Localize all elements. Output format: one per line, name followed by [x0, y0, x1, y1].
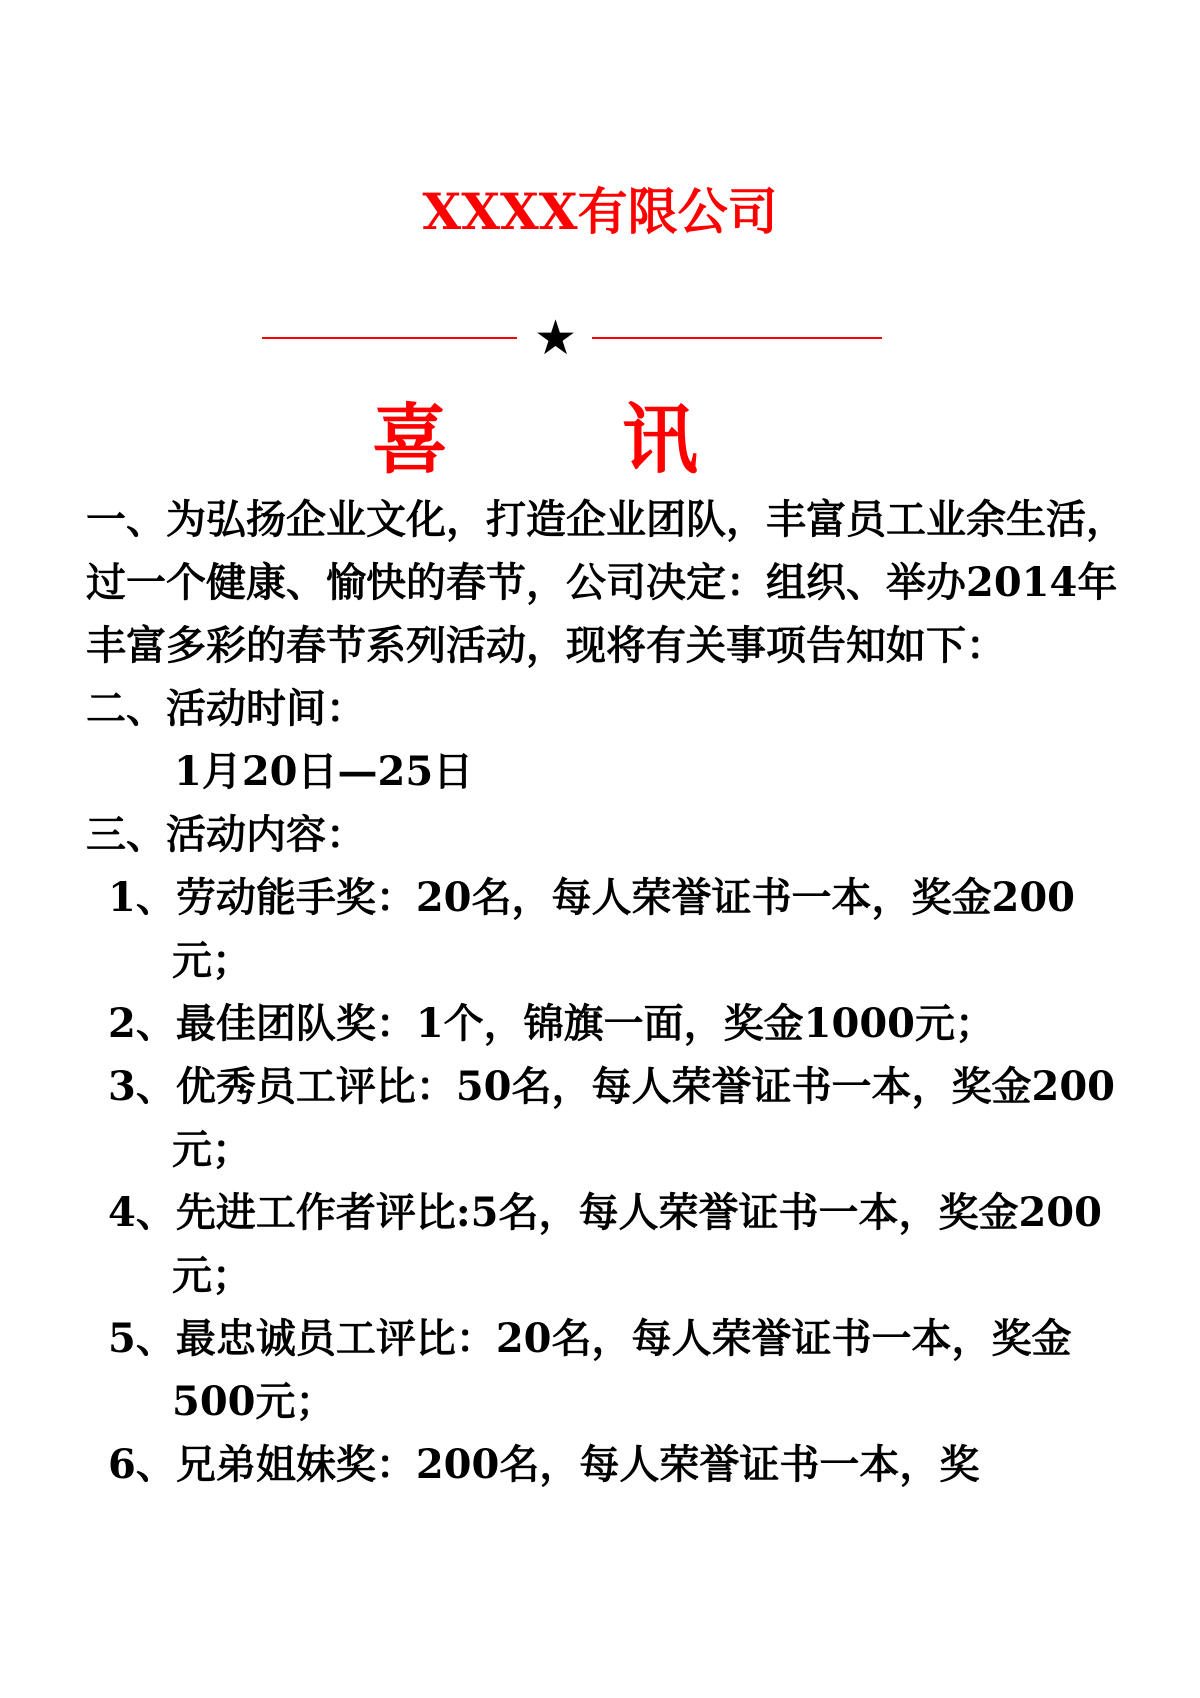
divider-line-left — [262, 337, 517, 339]
item-text: 最佳团队奖：1个，锦旗一面，奖金1000元； — [175, 1000, 996, 1047]
item-number: 1、 — [108, 874, 176, 921]
announcement-headline — [0, 395, 1200, 485]
item-text: 优秀员工评比：50名，每人荣誉证书一本，奖金200元； — [172, 1063, 1116, 1173]
item-number: 6、 — [108, 1441, 176, 1488]
item-text: 劳动能手奖：20名，每人荣誉证书一本，奖金200元； — [172, 874, 1076, 984]
item-number: 2、 — [108, 1000, 176, 1047]
star-icon: ★ — [534, 310, 578, 366]
company-name: XXXX有限公司 — [422, 182, 778, 241]
section-3-label: 三、活动内容： — [86, 811, 366, 858]
activity-time: 1月20日—25日 — [174, 748, 474, 795]
section-1-paragraph: 一、为弘扬企业文化，打造企业团队，丰富员工业余生活，过一个健康、愉快的春节，公司决定：组织、举办2014年丰富多彩的春节系列活动，现将有关事项告知如下： — [86, 496, 1126, 669]
item-text: 先进工作者评比:5名，每人荣誉证书一本，奖金200元； — [172, 1189, 1102, 1299]
star-divider — [262, 310, 882, 366]
divider-line-right — [592, 337, 882, 339]
item-number: 5、 — [108, 1315, 176, 1362]
item-text: 兄弟姐妹奖：200名，每人荣誉证书一本，奖 — [175, 1441, 980, 1488]
activity-item — [86, 992, 1126, 1055]
item-number: 3、 — [108, 1063, 176, 1110]
item-number: 4、 — [108, 1189, 176, 1236]
activity-item — [86, 1181, 1126, 1307]
activity-item — [86, 1433, 1126, 1496]
headline-char-1: 喜 — [372, 395, 448, 484]
announcement-body — [86, 488, 1126, 1496]
activity-item — [86, 866, 1126, 992]
section-2-label: 二、活动时间： — [86, 685, 366, 732]
headline-char-2: 讯 — [622, 395, 698, 484]
activity-item — [86, 1307, 1126, 1433]
activity-item — [86, 1055, 1126, 1181]
item-text: 最忠诚员工评比：20名，每人荣誉证书一本，奖金500元； — [172, 1315, 1072, 1425]
